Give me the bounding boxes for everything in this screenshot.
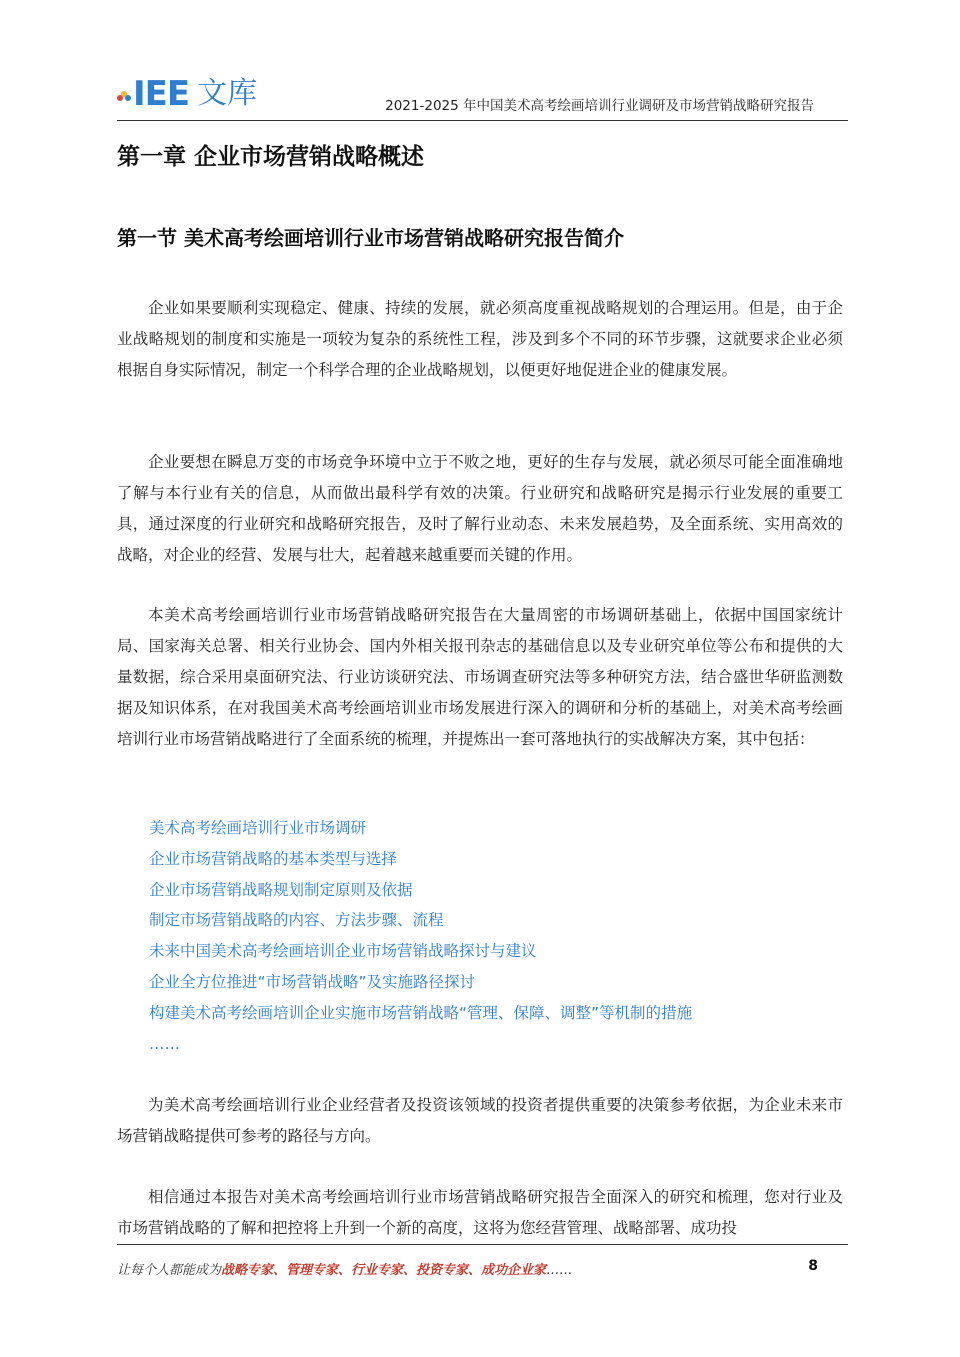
paragraph-5: 相信通过本报告对美术高考绘画培训行业市场营销战略研究报告全面深入的研究和梳理，您对行业及市场营销战略的了解和把控将上升到一个新的高度，这将为您经营管理、战略部署、成功投 (117, 1188, 843, 1237)
paragraph-2: 企业要想在瞬息万变的市场竞争环境中立于不败之地，更好的生存与发展，就必须尽可能全面准确地了解与本行业有关的信息，从而做出最科学有效的决策。行业研究和战略研究是揭示行业发展的重要工具，通过深度的行业研究和战略研究报告，及时了解行业动态、未来发展趋势，及全面系统、实用高效的战略，对企业的经营、发展与壮大，起着越来越重要而关键的作用。 (117, 453, 843, 564)
paragraph-1: 企业如果要顺利实现稳定、健康、持续的发展，就必须高度重视战略规划的合理运用。但是，由于企业战略规划的制度和实施是一项较为复杂的系统性工程，涉及到多个不同的环节步骤，这就要求企业必须根据自身实际情况，制定一个科学合理的企业战略规划，以便更好地促进企业的健康发展。 (117, 299, 843, 379)
contents-item-2[interactable]: 企业市场营销战略的基本类型与选择 (149, 849, 398, 868)
contents-item-6[interactable]: 企业全方位推进“市场营销战略”及实施路径探讨 (149, 972, 476, 991)
contents-item-5[interactable]: 未来中国美术高考绘画培训企业市场营销战略探讨与建议 (149, 942, 537, 961)
footer-divider (117, 1244, 848, 1245)
footer-prefix: 让每个人都能成为 (117, 1263, 222, 1278)
contents-list (149, 813, 692, 1059)
page-header (117, 66, 848, 121)
header-report-title: 2021-2025 年中国美术高考绘画培训行业调研及市场营销战略研究报告 (385, 98, 814, 114)
contents-item-7[interactable]: 构建美术高考绘画培训企业实施市场营销战略“管理、保障、调整”等机制的措施 (149, 1003, 693, 1022)
footer-suffix: …… (546, 1263, 573, 1278)
paragraph-4: 为美术高考绘画培训行业企业经营者及投资该领域的投资者提供重要的决策参考依据，为企业未来市场营销战略提供可参考的路径与方向。 (117, 1096, 843, 1145)
logo-mark: IEE (133, 74, 190, 114)
paragraph-3: 本美术高考绘画培训行业市场营销战略研究报告在大量周密的市场调研基础上，依据中国国家统计局、国家海关总署、相关行业协会、国内外相关报刊杂志的基础信息以及专业研究单位等公布和提供的大量数据，综合采用桌面研究法、行业访谈研究法、市场调查研究法等多种研究方法，结合盛世华研监测数据及知识体系，在对我国美术高考绘画培训业市场发展进行深入的调研和分析的基础上，对美术高考绘画培训行业市场营销战略进行了全面系统的梳理，并提炼出一套可落地执行的实战解决方案，其中包括： (117, 606, 843, 748)
section-title: 第一节 美术高考绘画培训行业市场营销战略研究报告简介 (117, 226, 624, 250)
page-number: 8 (808, 1258, 818, 1274)
contents-ellipsis: …… (149, 1034, 180, 1053)
contents-item-3[interactable]: 企业市场营销战略规划制定原则及依据 (149, 880, 413, 899)
contents-item-4[interactable]: 制定市场营销战略的内容、方法步骤、流程 (149, 911, 444, 930)
footer-slogan (117, 1259, 572, 1278)
footer-highlight: 战略专家、管理专家、行业专家、投资专家、成功企业家 (221, 1263, 547, 1278)
logo-text: 文库 (197, 76, 258, 111)
chapter-title: 第一章 企业市场营销战略概述 (117, 144, 425, 170)
logo (117, 74, 257, 114)
contents-item-1[interactable]: 美术高考绘画培训行业市场调研 (149, 819, 367, 837)
logo-dots-icon (117, 87, 131, 101)
